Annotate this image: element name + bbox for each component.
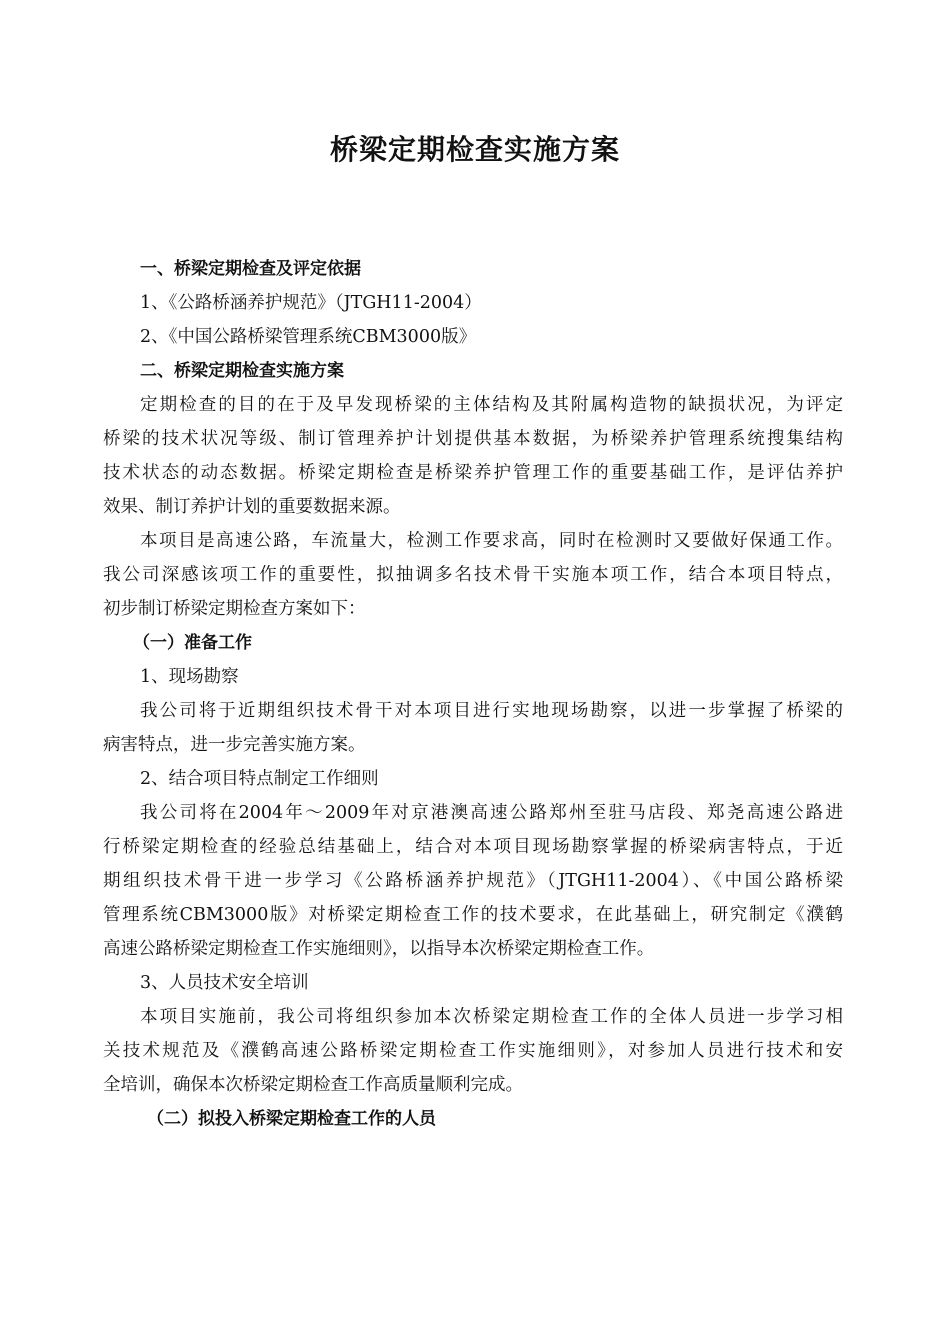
paragraph-line: 本项目实施前，我公司将组织参加本次桥梁定期检查工作的全体人员进一步学习相 (140, 1007, 843, 1027)
paragraph-line: 桥梁的技术状况等级、制订管理养护计划提供基本数据，为桥梁养护管理系统搜集结构 (103, 429, 843, 449)
item-heading-1: 1、现场勘察 (140, 667, 239, 687)
paragraph-line: 管理系统CBM3000版》对桥梁定期检查工作的技术要求，在此基础上，研究制定《濮鹤 (103, 905, 843, 925)
reference-item-2: 2、《中国公路桥梁管理系统CBM3000版》 (140, 327, 477, 347)
section-heading-1: 一、桥梁定期检查及评定依据 (140, 259, 361, 279)
paragraph-line: 本项目是高速公路，车流量大，检测工作要求高，同时在检测时又要做好保通工作。 (140, 531, 843, 551)
item-heading-2: 2、结合项目特点制定工作细则 (140, 769, 379, 789)
document-title: 桥梁定期检查实施方案 (329, 133, 620, 166)
paragraph-line: 全培训，确保本次桥梁定期检查工作高质量顺利完成。 (103, 1075, 523, 1095)
paragraph-line: 我公司深感该项工作的重要性，拟抽调多名技术骨干实施本项工作，结合本项目特点， (103, 565, 843, 585)
section-heading-2: 二、桥梁定期检查实施方案 (140, 361, 344, 381)
paragraph-line: 行桥梁定期检查的经验总结基础上，结合对本项目现场勘察掌握的桥梁病害特点，于近 (103, 837, 843, 857)
item-heading-3: 3、人员技术安全培训 (140, 973, 309, 993)
document-body (103, 252, 843, 1136)
paragraph-line: 关技术规范及《濮鹤高速公路桥梁定期检查工作实施细则》，对参加人员进行技术和安 (103, 1041, 843, 1061)
paragraph-line: 我公司将于近期组织技术骨干对本项目进行实地现场勘察，以进一步掌握了桥梁的 (140, 701, 843, 721)
paragraph-line: 病害特点，进一步完善实施方案。 (103, 735, 366, 755)
subsection-heading-2: （二）拟投入桥梁定期检查工作的人员 (147, 1109, 436, 1129)
subsection-heading-1: （一）准备工作 (133, 633, 252, 653)
paragraph-line: 技术状态的动态数据。桥梁定期检查是桥梁养护管理工作的重要基础工作，是评估养护 (103, 463, 843, 483)
paragraph-line: 我公司将在2004年～2009年对京港澳高速公路郑州至驻马店段、郑尧高速公路进 (140, 803, 843, 823)
reference-item-1: 1、《公路桥涵养护规范》（JTGH11-2004） (140, 293, 482, 313)
paragraph-line: 期组织技术骨干进一步学习《公路桥涵养护规范》（JTGH11-2004）、《中国公路桥梁 (103, 871, 843, 891)
paragraph-line: 初步制订桥梁定期检查方案如下： (103, 599, 366, 619)
paragraph-line: 高速公路桥梁定期检查工作实施细则》，以指导本次桥梁定期检查工作。 (103, 939, 655, 959)
paragraph-line: 定期检查的目的在于及早发现桥梁的主体结构及其附属构造物的缺损状况，为评定 (140, 395, 843, 415)
paragraph-line: 效果、制订养护计划的重要数据来源。 (103, 497, 401, 517)
